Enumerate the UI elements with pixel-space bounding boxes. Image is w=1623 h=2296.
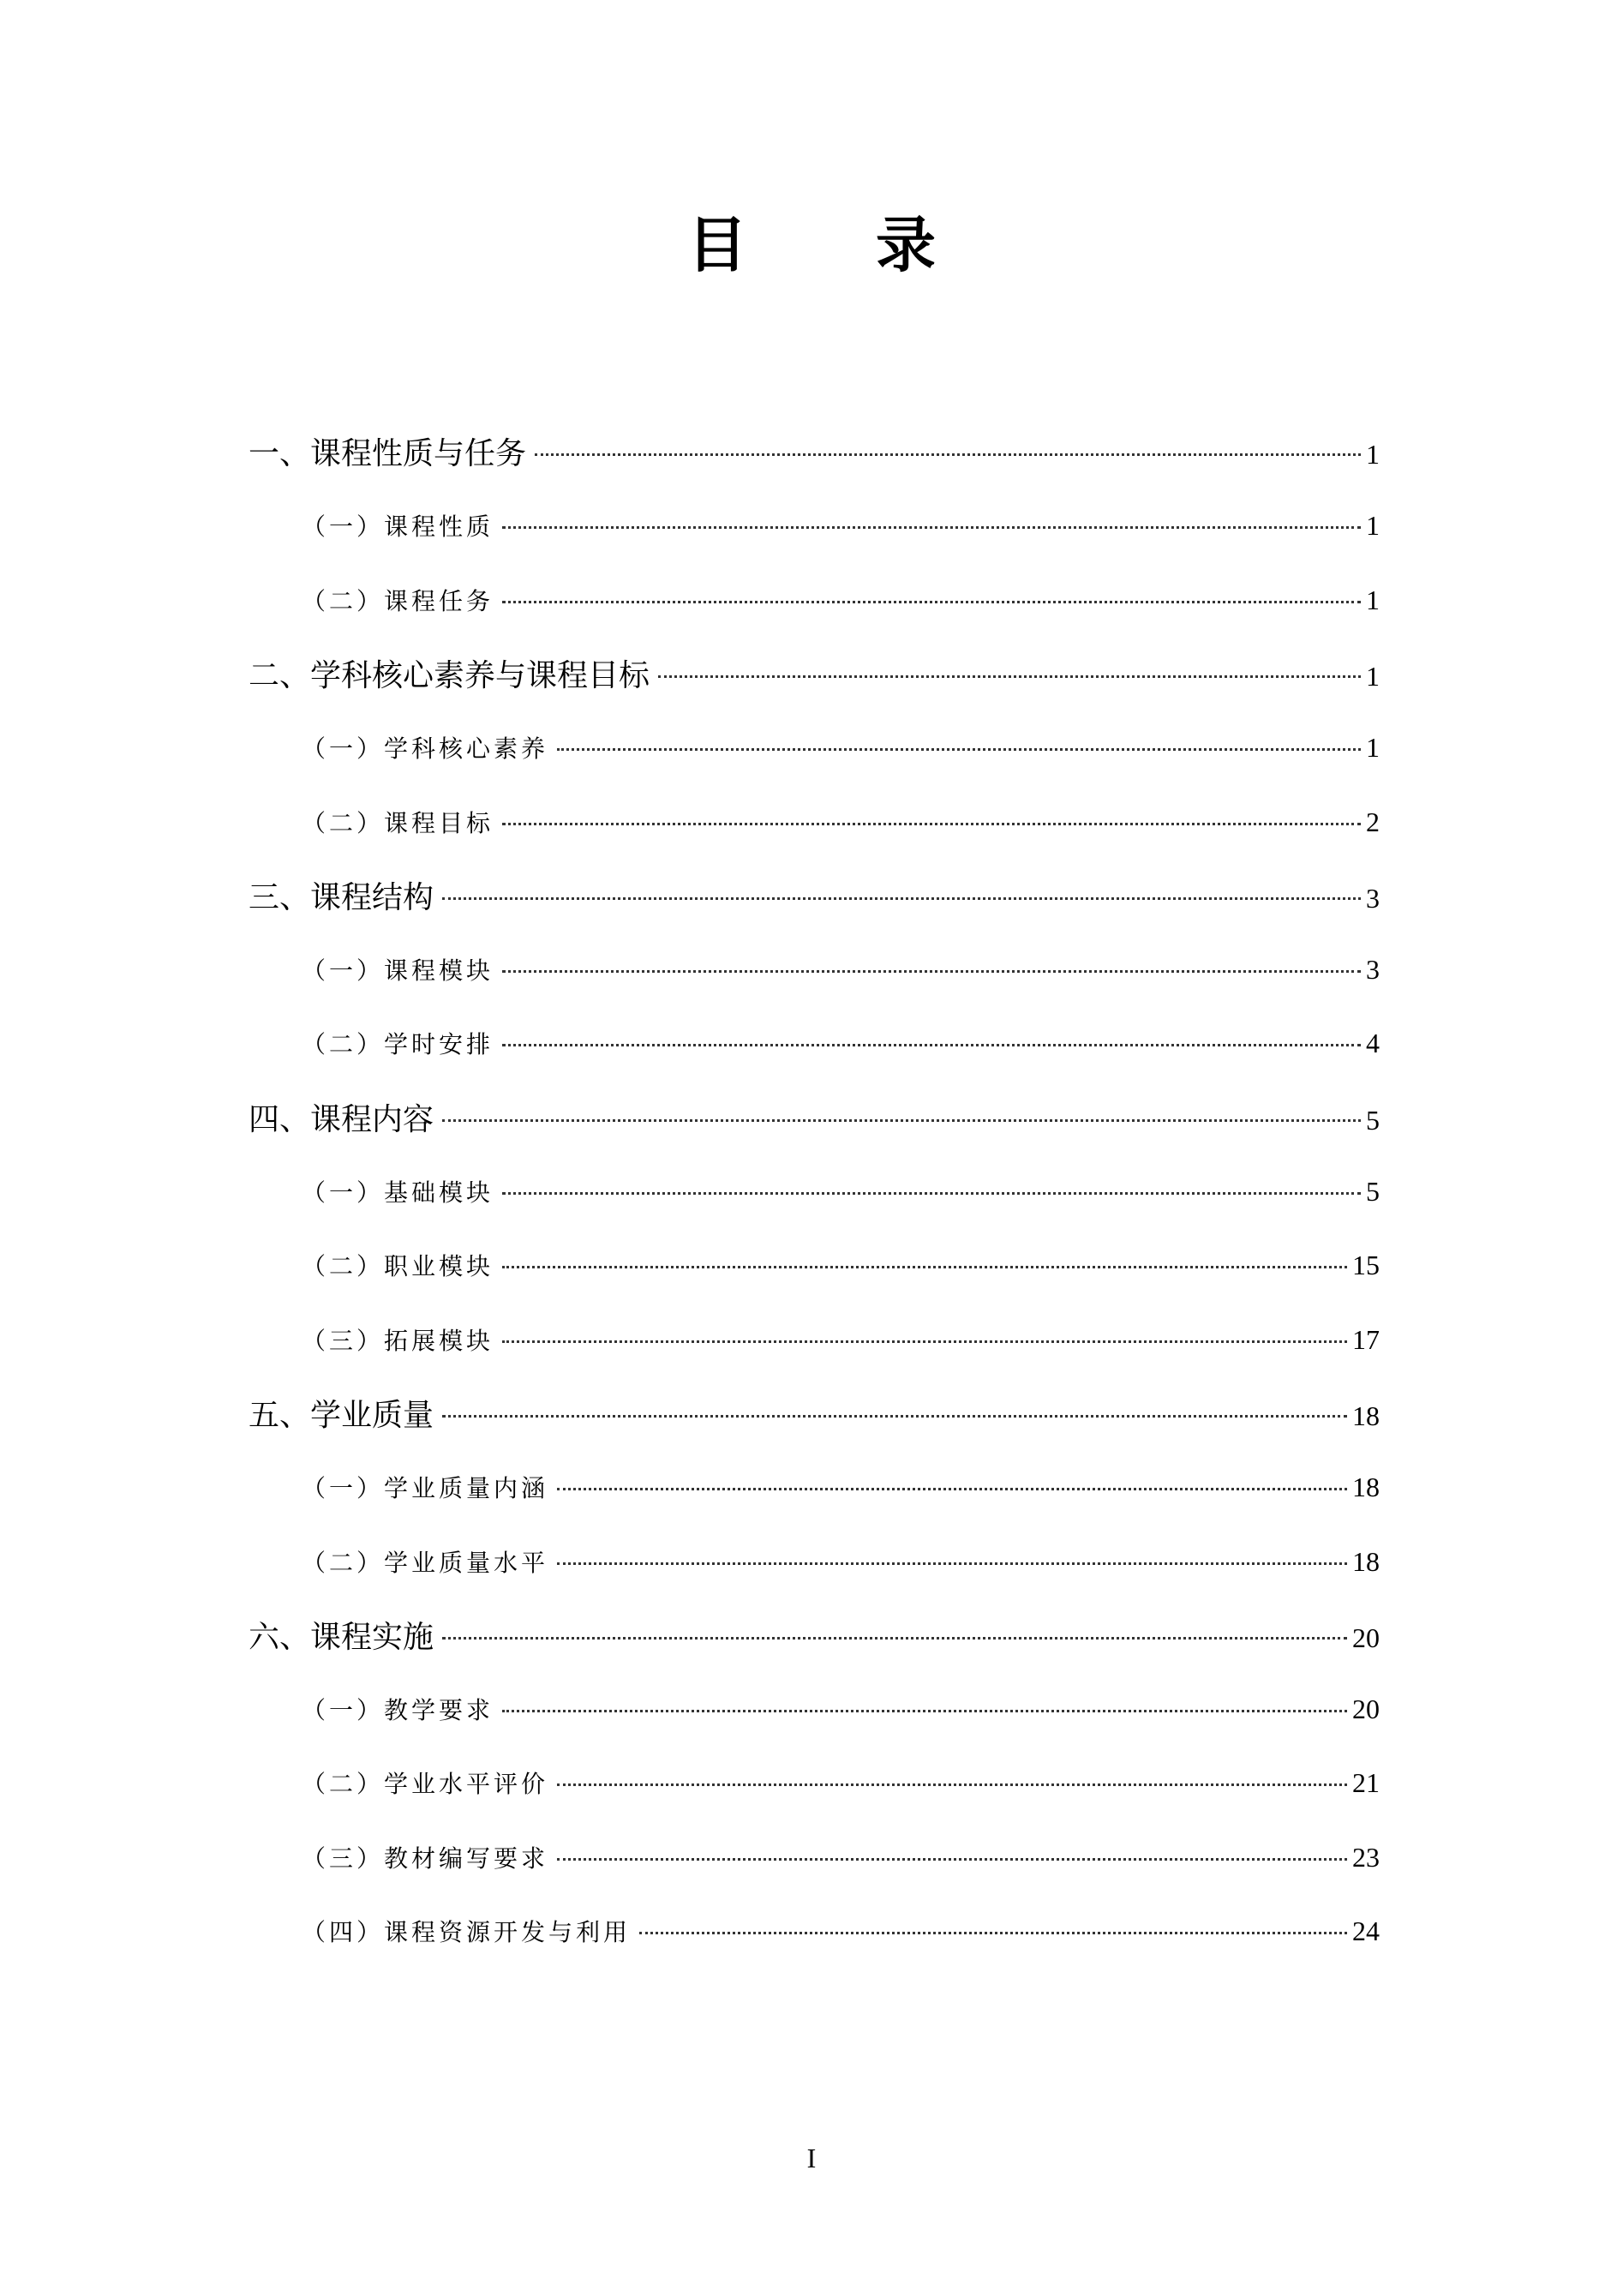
toc-entry-label: （二）课程目标 [302,808,494,837]
toc-entry[interactable] [249,1394,1380,1437]
toc-entry-page: 3 [1366,954,1380,986]
toc-entry-label: （二）学业质量水平 [302,1548,549,1577]
page-title: 目录 [687,210,1064,280]
toc-dot-leader [557,1858,1347,1861]
toc-entry-label: 一、课程性质与任务 [249,436,527,471]
toc-entry-page: 24 [1352,1915,1380,1946]
toc-entry[interactable] [249,1764,1380,1803]
toc-entry-label: （四）课程资源开发与利用 [302,1918,632,1946]
toc-entry-page: 2 [1366,806,1380,837]
toc-entry-page: 1 [1366,732,1380,764]
toc-entry-label: （二）职业模块 [302,1252,494,1281]
toc-entry-page: 18 [1352,1400,1380,1431]
toc-entry-label: 四、课程内容 [249,1101,434,1137]
toc-entry-label: （一）学科核心素养 [302,734,549,764]
toc-entry-label: 五、学业质量 [249,1397,434,1433]
toc-entry-page: 18 [1352,1545,1380,1577]
toc-entry[interactable] [249,803,1380,842]
toc-dot-leader [502,1044,1361,1046]
toc-entry-page: 17 [1352,1323,1380,1355]
toc-entry[interactable] [249,1321,1380,1360]
toc-entry-label: 三、课程结构 [249,879,434,915]
toc-entry-label: （二）学业水平评价 [302,1770,549,1799]
toc-entry[interactable] [249,1099,1380,1142]
toc-dot-leader [502,823,1361,825]
toc-dot-leader [557,748,1361,751]
toc-entry[interactable] [249,1246,1380,1286]
toc-entry[interactable] [249,433,1380,476]
toc-entry[interactable] [249,1912,1380,1951]
toc-entry-label: 六、课程实施 [249,1619,434,1655]
toc-dot-leader [535,453,1361,456]
toc-entry[interactable] [249,1024,1380,1064]
toc-entry-label: 二、学科核心素养与课程目标 [249,657,650,693]
toc-entry-label: （一）课程性质 [302,513,494,542]
toc-dot-leader [502,526,1361,529]
toc-dot-leader [442,897,1361,900]
toc-dot-leader [557,1562,1347,1565]
toc-entry-page: 1 [1366,510,1380,542]
toc-dot-leader [658,675,1361,678]
toc-entry[interactable] [249,1838,1380,1878]
toc-entry-page: 1 [1366,439,1380,470]
page-number: I [806,2143,817,2173]
toc-entry[interactable] [249,1543,1380,1582]
toc-dot-leader [557,1783,1347,1786]
toc-dot-leader [557,1488,1347,1490]
toc-dot-leader [639,1932,1347,1934]
toc-dot-leader [502,1710,1347,1712]
toc-entry[interactable] [249,1172,1380,1212]
toc-dot-leader [442,1415,1347,1418]
toc-entry-page: 3 [1366,882,1380,914]
toc-dot-leader [502,1266,1347,1268]
toc-entry-label: （二）学时安排 [302,1030,494,1059]
toc-dot-leader [502,601,1361,603]
toc-entry-page: 4 [1366,1028,1380,1059]
toc-entry[interactable] [249,950,1380,990]
toc-entry[interactable] [249,1616,1380,1659]
toc-entry-page: 1 [1366,660,1380,692]
toc-entry-page: 18 [1352,1472,1380,1503]
toc-entry[interactable] [249,877,1380,920]
toc-entry-page: 20 [1352,1622,1380,1653]
toc-dot-leader [442,1119,1361,1122]
toc-dot-leader [502,1340,1347,1343]
toc-entry-page: 1 [1366,584,1380,615]
toc-entry-label: （一）学业质量内涵 [302,1474,549,1503]
toc-entry-label: （三）拓展模块 [302,1326,494,1355]
toc-entry[interactable] [249,1468,1380,1508]
toc-entry-label: （一）课程模块 [302,956,494,986]
toc-entry-page: 21 [1352,1767,1380,1799]
toc-dot-leader [502,970,1361,973]
toc-entry-page: 15 [1352,1250,1380,1281]
toc-entry-page: 5 [1366,1104,1380,1136]
toc-entry[interactable] [249,507,1380,546]
toc-entry[interactable] [249,728,1380,768]
toc-entry[interactable] [249,1690,1380,1729]
toc-entry-label: （三）教材编写要求 [302,1843,549,1873]
toc-dot-leader [442,1637,1347,1640]
toc-entry-page: 5 [1366,1176,1380,1207]
toc-entry-page: 23 [1352,1841,1380,1873]
toc-entry[interactable] [249,581,1380,620]
toc-entry-label: （一）教学要求 [302,1696,494,1725]
toc-entry-page: 20 [1352,1694,1380,1725]
toc-dot-leader [502,1192,1361,1195]
toc-entry-label: （一）基础模块 [302,1178,494,1207]
toc-entry-label: （二）课程任务 [302,586,494,615]
toc-entry[interactable] [249,655,1380,698]
